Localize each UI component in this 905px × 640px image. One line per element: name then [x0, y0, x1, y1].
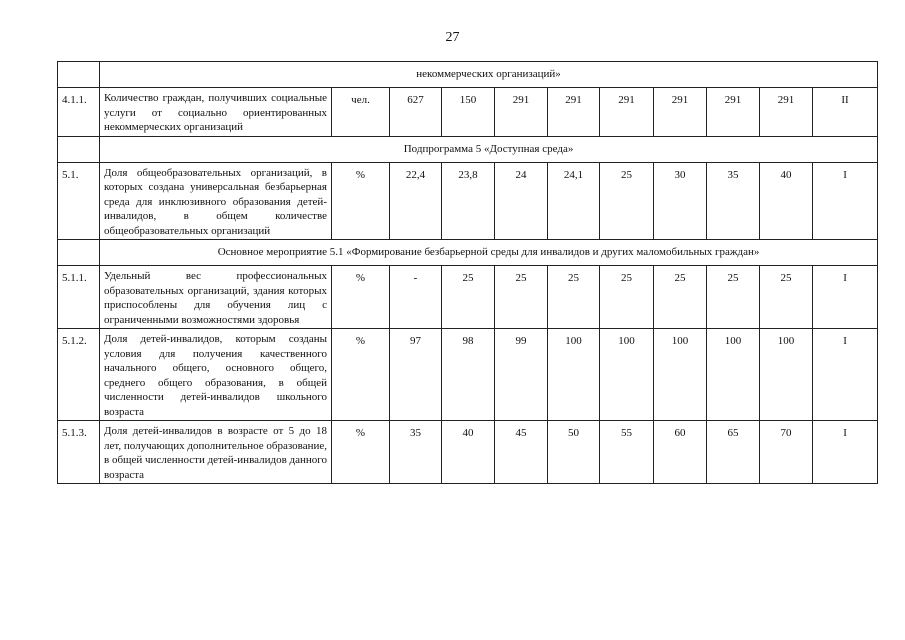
- row-code-cell: [58, 240, 100, 266]
- unit-cell: %: [332, 421, 390, 484]
- row-code-cell: [58, 136, 100, 162]
- row-code-cell: 5.1.: [58, 162, 100, 240]
- value-cell: 23,8: [442, 162, 495, 240]
- value-cell: 291: [760, 88, 813, 137]
- value-cell: 50: [548, 421, 600, 484]
- value-cell: 150: [442, 88, 495, 137]
- value-cell: 60: [654, 421, 707, 484]
- table-row: [58, 162, 878, 240]
- value-cell: 30: [654, 162, 707, 240]
- value-cell: 25: [760, 266, 813, 329]
- row-code-cell: 5.1.1.: [58, 266, 100, 329]
- value-cell: 22,4: [390, 162, 442, 240]
- category-cell: I: [813, 421, 878, 484]
- value-cell: 25: [442, 266, 495, 329]
- row-code-cell: 4.1.1.: [58, 88, 100, 137]
- unit-cell: %: [332, 329, 390, 421]
- category-cell: I: [813, 266, 878, 329]
- value-cell: 291: [654, 88, 707, 137]
- category-cell: II: [813, 88, 878, 137]
- value-cell: 40: [760, 162, 813, 240]
- section-row: [58, 240, 878, 266]
- value-cell: 291: [600, 88, 654, 137]
- indicator-name-cell: Количество граждан, получивших социальные услуги от социально ориентированных некоммерческих организаций: [100, 88, 332, 137]
- category-cell: I: [813, 162, 878, 240]
- value-cell: 627: [390, 88, 442, 137]
- section-title: некоммерческих организаций»: [100, 62, 878, 88]
- value-cell: 45: [495, 421, 548, 484]
- indicator-name-cell: Доля детей-инвалидов в возрасте от 5 до 18 лет, получающих дополнительное образование, в общей численности детей-инвалидов данного возраста: [100, 421, 332, 484]
- table-row: [58, 266, 878, 329]
- value-cell: 100: [760, 329, 813, 421]
- category-cell: I: [813, 329, 878, 421]
- value-cell: 25: [707, 266, 760, 329]
- indicator-name-cell: Удельный вес профессиональных образовательных организаций, здания которых приспособлены для обучения лиц с ограниченными возможностями здоровья: [100, 266, 332, 329]
- section-row: [58, 136, 878, 162]
- value-cell: -: [390, 266, 442, 329]
- value-cell: 55: [600, 421, 654, 484]
- value-cell: 100: [654, 329, 707, 421]
- value-cell: 98: [442, 329, 495, 421]
- value-cell: 25: [600, 266, 654, 329]
- value-cell: 291: [495, 88, 548, 137]
- value-cell: 100: [600, 329, 654, 421]
- indicators-table: [57, 61, 878, 484]
- section-title: Подпрограмма 5 «Доступная среда»: [100, 136, 878, 162]
- row-code-cell: 5.1.2.: [58, 329, 100, 421]
- row-code-cell: 5.1.3.: [58, 421, 100, 484]
- value-cell: 25: [600, 162, 654, 240]
- value-cell: 24,1: [548, 162, 600, 240]
- table-row: [58, 329, 878, 421]
- indicator-name-cell: Доля общеобразовательных организаций, в которых создана универсальная безбарьерная среда для инклюзивного образования детей-инвалидов, в общем количестве общеобразовательных организаций: [100, 162, 332, 240]
- unit-cell: %: [332, 162, 390, 240]
- value-cell: 100: [707, 329, 760, 421]
- table-row: [58, 88, 878, 137]
- section-title: Основное мероприятие 5.1 «Формирование безбарьерной среды для инвалидов и других маломобильных граждан»: [100, 240, 878, 266]
- value-cell: 65: [707, 421, 760, 484]
- value-cell: 70: [760, 421, 813, 484]
- unit-cell: %: [332, 266, 390, 329]
- indicator-name-cell: Доля детей-инвалидов, которым созданы условия для получения качественного начального общего, основного общего, среднего общего образования, в общей численности детей-инвалидов школьного возраста: [100, 329, 332, 421]
- value-cell: 99: [495, 329, 548, 421]
- value-cell: 25: [548, 266, 600, 329]
- unit-cell: чел.: [332, 88, 390, 137]
- value-cell: 24: [495, 162, 548, 240]
- value-cell: 35: [707, 162, 760, 240]
- table-body: [58, 62, 878, 484]
- value-cell: 291: [548, 88, 600, 137]
- value-cell: 25: [654, 266, 707, 329]
- value-cell: 100: [548, 329, 600, 421]
- section-row: [58, 62, 878, 88]
- page-number: 27: [445, 30, 460, 45]
- value-cell: 97: [390, 329, 442, 421]
- value-cell: 291: [707, 88, 760, 137]
- value-cell: 35: [390, 421, 442, 484]
- table-row: [58, 421, 878, 484]
- value-cell: 40: [442, 421, 495, 484]
- row-code-cell: [58, 62, 100, 88]
- value-cell: 25: [495, 266, 548, 329]
